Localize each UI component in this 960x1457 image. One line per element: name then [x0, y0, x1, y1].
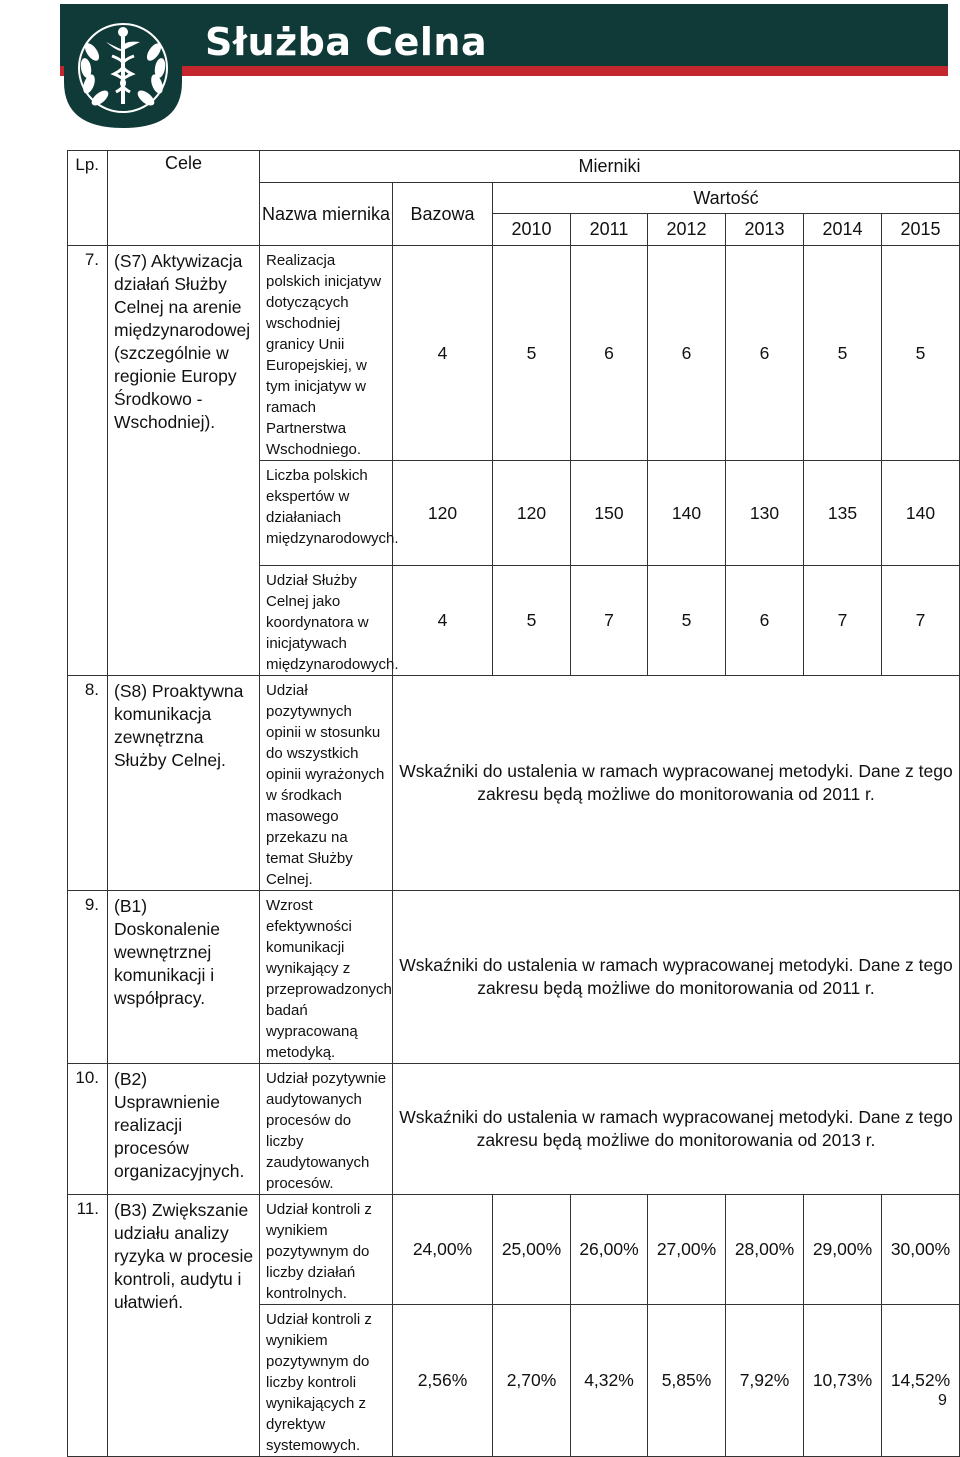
- year-value: 5: [804, 246, 882, 461]
- year-header: 2014: [804, 214, 882, 246]
- row-lp: 7.: [68, 246, 108, 676]
- header-nazwa-miernika: Nazwa miernika: [260, 183, 393, 246]
- measure-name: Udział pozytywnych opinii w stosunku do wszystkich opinii wyrażonych w środkach masowego przekazu na temat Służby Celnej.: [260, 676, 393, 891]
- year-value: 4,32%: [571, 1305, 648, 1457]
- table-row: [68, 1064, 960, 1195]
- year-value: 7: [804, 566, 882, 676]
- row-goal: (S8) Proaktywna komunikacja zewnętrzna Służby Celnej.: [108, 676, 260, 891]
- year-value: 140: [882, 461, 960, 566]
- year-value: 14,52%: [882, 1305, 960, 1457]
- year-header: 2012: [648, 214, 726, 246]
- row-lp: 8.: [68, 676, 108, 891]
- year-value: 135: [804, 461, 882, 566]
- header-banner: [0, 0, 960, 130]
- year-value: 30,00%: [882, 1195, 960, 1305]
- year-value: 150: [571, 461, 648, 566]
- baseline-value: 4: [393, 566, 493, 676]
- year-value: 28,00%: [726, 1195, 804, 1305]
- measure-name: Wzrost efektywności komunikacji wynikający z przeprowadzonych badań wypracowaną metodyką.: [260, 891, 393, 1064]
- row-goal: (B1) Doskonalenie wewnętrznej komunikacji i współpracy.: [108, 891, 260, 1064]
- row-lp: 11.: [68, 1195, 108, 1457]
- year-value: 7,92%: [726, 1305, 804, 1457]
- table-row: [68, 1195, 960, 1305]
- measure-name: Udział kontroli z wynikiem pozytywnym do liczby kontroli wynikających z dyrektyw systemowych.: [260, 1305, 393, 1457]
- year-header: 2011: [571, 214, 648, 246]
- year-value: 5: [648, 566, 726, 676]
- measure-name: Realizacja polskich inicjatyw dotyczących wschodniej granicy Unii Europejskiej, w tym inicjatyw w ramach Partnerstwa Wschodniego.: [260, 246, 393, 461]
- year-value: 10,73%: [804, 1305, 882, 1457]
- year-value: 5,85%: [648, 1305, 726, 1457]
- header-bazowa: Bazowa: [393, 183, 493, 246]
- year-value: 6: [648, 246, 726, 461]
- row-goal: (S7) Aktywizacja działań Służby Celnej na arenie międzynarodowej (szczególnie w regionie Europy Środkowo - Wschodniej).: [108, 246, 260, 676]
- measure-note: Wskaźniki do ustalenia w ramach wypracowanej metodyki. Dane z tego zakresu będą możliwe do monitorowania od 2011 r.: [393, 676, 960, 891]
- year-value: 5: [882, 246, 960, 461]
- baseline-value: 2,56%: [393, 1305, 493, 1457]
- year-value: 29,00%: [804, 1195, 882, 1305]
- header-lp: Lp.: [68, 151, 108, 246]
- page-number: 9: [938, 1392, 947, 1409]
- year-value: 26,00%: [571, 1195, 648, 1305]
- year-value: 27,00%: [648, 1195, 726, 1305]
- measure-note: Wskaźniki do ustalenia w ramach wypracowanej metodyki. Dane z tego zakresu będą możliwe do monitorowania od 2011 r.: [393, 891, 960, 1064]
- year-header: 2013: [726, 214, 804, 246]
- year-value: 130: [726, 461, 804, 566]
- measures-table: [67, 150, 960, 1457]
- year-value: 6: [726, 566, 804, 676]
- baseline-value: 24,00%: [393, 1195, 493, 1305]
- header-mierniki: Mierniki: [260, 151, 960, 183]
- row-goal: (B3) Zwiększanie udziału analizy ryzyka w procesie kontroli, audytu i ułatwień.: [108, 1195, 260, 1457]
- year-value: 6: [571, 246, 648, 461]
- measure-name: Udział pozytywnie audytowanych procesów do liczby zaudytowanych procesów.: [260, 1064, 393, 1195]
- brand-title: Służba Celna: [205, 20, 488, 64]
- header-wartosc: Wartość: [493, 183, 960, 214]
- year-value: 6: [726, 246, 804, 461]
- measure-note: Wskaźniki do ustalenia w ramach wypracowanej metodyki. Dane z tego zakresu będą możliwe do monitorowania od 2013 r.: [393, 1064, 960, 1195]
- customs-emblem-icon: [62, 4, 184, 128]
- year-value: 7: [571, 566, 648, 676]
- year-value: 5: [493, 246, 571, 461]
- year-value: 140: [648, 461, 726, 566]
- year-value: 5: [493, 566, 571, 676]
- measure-name: Udział kontroli z wynikiem pozytywnym do liczby działań kontrolnych.: [260, 1195, 393, 1305]
- year-header: 2015: [882, 214, 960, 246]
- baseline-value: 120: [393, 461, 493, 566]
- row-goal: (B2) Usprawnienie realizacji procesów organizacyjnych.: [108, 1064, 260, 1195]
- year-value: 120: [493, 461, 571, 566]
- year-value: 2,70%: [493, 1305, 571, 1457]
- baseline-value: 4: [393, 246, 493, 461]
- year-value: 25,00%: [493, 1195, 571, 1305]
- table-row: [68, 676, 960, 891]
- table-row: [68, 891, 960, 1064]
- banner-red-stripe: [60, 66, 948, 76]
- row-lp: 10.: [68, 1064, 108, 1195]
- measure-name: Liczba polskich ekspertów w działaniach międzynarodowych.: [260, 461, 393, 566]
- row-lp: 9.: [68, 891, 108, 1064]
- year-value: 7: [882, 566, 960, 676]
- header-cele: Cele: [108, 151, 260, 246]
- year-header: 2010: [493, 214, 571, 246]
- table-row: [68, 246, 960, 461]
- measure-name: Udział Służby Celnej jako koordynatora w inicjatywach międzynarodowych.: [260, 566, 393, 676]
